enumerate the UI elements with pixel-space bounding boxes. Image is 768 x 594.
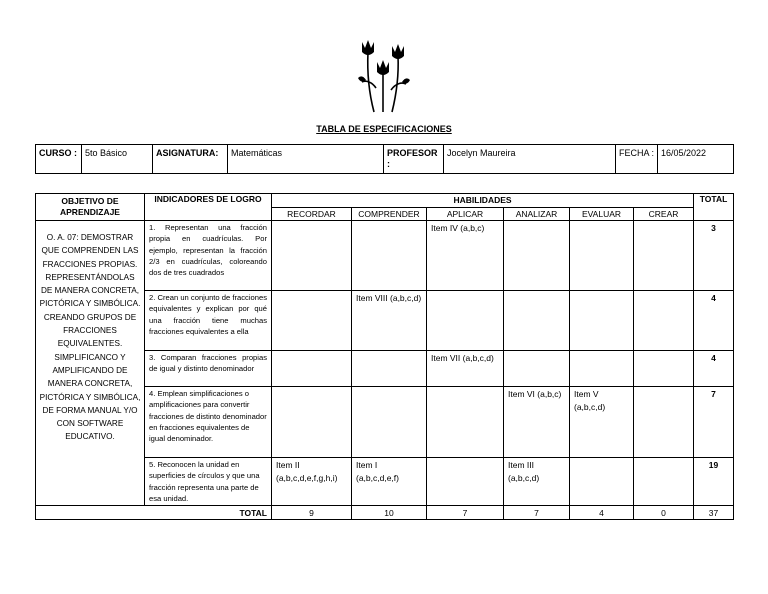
skill-cell [504,291,570,351]
skill-cell: Item VII (a,b,c,d) [427,351,504,387]
skill-cell [570,351,634,387]
skill-crear: CREAR [634,208,694,221]
indicator-cell: 5. Reconocen la unidad en superficies de círculos y que una fracción representa una parte de esa unidad. [145,458,272,506]
total-recordar: 9 [272,506,352,520]
skill-cell [504,351,570,387]
total-aplicar: 7 [427,506,504,520]
asignatura-value: Matemáticas [228,145,384,174]
totals-row [36,506,734,520]
profesor-value: Jocelyn Maureira [444,145,616,174]
skill-cell: Item IV (a,b,c) [427,221,504,291]
objective-cell: O. A. 07: DEMOSTRAR QUE COMPRENDEN LAS FRACCIONES PROPIAS. REPRESENTÁNDOLAS DE MANERA CONCRETA, PICTÓRICA Y SIMBÓLICA. CREANDO GRUPOS DE FRACCIONES EQUIVALENTES. SIMPLIFICANCO Y AMPLIFICANDO DE MANERA CONCRETA, PICTÓRICA Y SIMBÓLICA, DE FORMA MANUAL Y/O CON SOFTWARE EDUCATIVO. [36,221,145,506]
row-total: 4 [694,351,734,387]
skill-cell [634,351,694,387]
skill-cell [272,387,352,458]
indicator-cell: 1. Representan una fracción propia en cuadrículas. Por ejemplo, representan la fracción 2/3 en cuadrículas, coloreando dos de tres cuadrados [145,221,272,291]
skill-cell [427,387,504,458]
skill-cell [570,458,634,506]
curso-label: CURSO : [36,145,82,174]
skill-cell: Item III (a,b,c,d) [504,458,570,506]
specifications-table [35,193,734,520]
col-objetivo-header: OBJETIVO DE APRENDIZAJE [36,194,145,221]
skill-cell: Item I (a,b,c,d,e,f) [352,458,427,506]
skill-cell [427,458,504,506]
indicator-cell: 2. Crean un conjunto de fracciones equivalentes y explican por qué una fracción tiene muchas fracciones equivalentes a ella [145,291,272,351]
col-habilidades-header: HABILIDADES [272,194,694,208]
indicator-cell: 3. Comparan fracciones propias de igual y distinto denominador [145,351,272,387]
fecha-value: 16/05/2022 [658,145,734,174]
skill-recordar: RECORDAR [272,208,352,221]
table-row [36,221,734,291]
skill-cell: Item VI (a,b,c) [504,387,570,458]
row-total: 4 [694,291,734,351]
skill-aplicar: APLICAR [427,208,504,221]
total-crear: 0 [634,506,694,520]
document-title: TABLA DE ESPECIFICACIONES [316,124,452,134]
row-total: 19 [694,458,734,506]
curso-value: 5to Básico [82,145,153,174]
skill-cell: Item VIII (a,b,c,d) [352,291,427,351]
skill-cell: Item II (a,b,c,d,e,f,g,h,i) [272,458,352,506]
tulips-logo-icon [354,38,414,114]
skill-comprender: COMPRENDER [352,208,427,221]
profesor-label: PROFESOR : [384,145,444,174]
skill-cell [634,221,694,291]
grand-total: 37 [694,506,734,520]
col-total-header: TOTAL [694,194,734,221]
indicator-cell: 4. Emplean simplificaciones o amplificaciones para convertir fracciones de distinto denominador en fracciones equivalentes de igual denominador. [145,387,272,458]
total-analizar: 7 [504,506,570,520]
asignatura-label: ASIGNATURA: [153,145,228,174]
skill-cell [634,387,694,458]
skill-cell [272,351,352,387]
skill-analizar: ANALIZAR [504,208,570,221]
skill-evaluar: EVALUAR [570,208,634,221]
row-total: 7 [694,387,734,458]
skill-cell: Item V (a,b,c,d) [570,387,634,458]
header-info-table [35,144,734,174]
fecha-label: FECHA : [616,145,658,174]
skill-cell [352,387,427,458]
skill-cell [570,291,634,351]
skill-cell [272,221,352,291]
skill-cell [427,291,504,351]
skill-cell [570,221,634,291]
totals-label: TOTAL [36,506,272,520]
skill-cell [352,221,427,291]
total-evaluar: 4 [570,506,634,520]
total-comprender: 10 [352,506,427,520]
skill-cell [352,351,427,387]
skill-cell [504,221,570,291]
row-total: 3 [694,221,734,291]
col-indicadores-header: INDICADORES DE LOGRO [145,194,272,221]
skill-cell [634,291,694,351]
skill-cell [272,291,352,351]
skill-cell [634,458,694,506]
